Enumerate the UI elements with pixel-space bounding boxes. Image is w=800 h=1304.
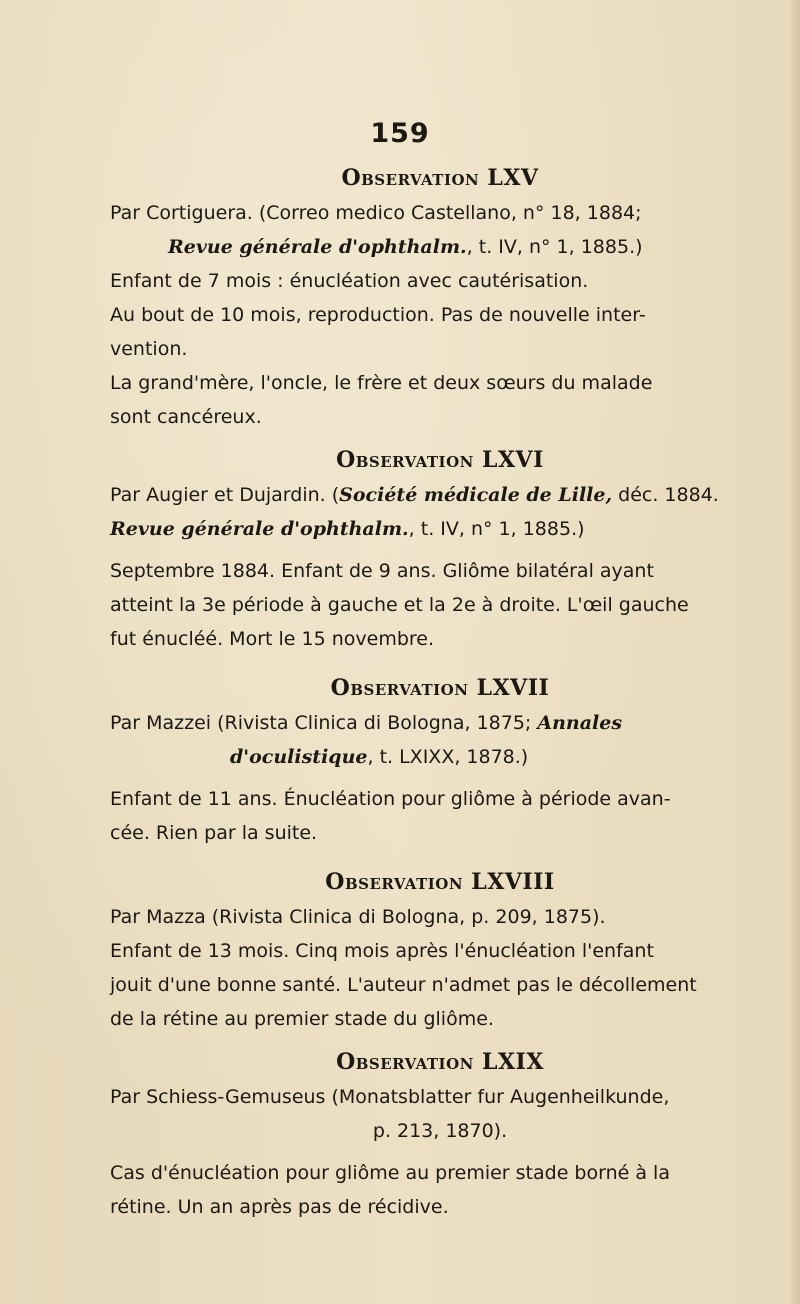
journal-title: d'oculistique bbox=[230, 746, 368, 768]
page-edge-shadow bbox=[788, 0, 800, 1304]
reference-line: Par Schiess-Gemuseus (Monatsblatter fur Augenheilkunde, bbox=[110, 1086, 670, 1108]
reference-line bbox=[110, 706, 770, 740]
reference-text: , t. IV, n° 1, 1885.) bbox=[466, 236, 643, 258]
reference-text: Par Mazzei (Rivista Clinica di Bologna, 1875; bbox=[110, 712, 538, 734]
reference-line bbox=[110, 512, 770, 546]
reference-line: Par Mazza (Rivista Clinica di Bologna, p. 209, 1875). bbox=[110, 906, 606, 928]
observation-title: Observation LXVIII bbox=[325, 869, 555, 895]
text-column bbox=[110, 160, 770, 1224]
paragraph-line: fut énucléé. Mort le 15 novembre. bbox=[110, 628, 435, 650]
reference-text: p. 213, 1870). bbox=[372, 1120, 508, 1142]
paragraph-line: Septembre 1884. Enfant de 9 ans. Gliôme bilatéral ayant bbox=[110, 560, 654, 582]
paragraph-line: jouit d'une bonne santé. L'auteur n'admet pas le décollement bbox=[110, 974, 697, 996]
observation-lxv bbox=[110, 160, 770, 434]
observation-lxix bbox=[110, 1044, 770, 1224]
observation-lxviii bbox=[110, 864, 770, 1036]
reference-line bbox=[110, 478, 770, 512]
paragraph-line: vention. bbox=[110, 338, 188, 360]
page-number: 159 bbox=[370, 118, 430, 149]
reference-line bbox=[110, 1114, 770, 1148]
reference-line bbox=[110, 230, 770, 264]
paragraph-line: cée. Rien par la suite. bbox=[110, 822, 318, 844]
observation-lxvii bbox=[110, 670, 770, 850]
reference-text: Par Cortiguera. (Correo medico Castellano, n° 18, 1884; bbox=[110, 202, 642, 224]
observation-title: Observation LXVI bbox=[336, 447, 544, 473]
paragraph-line: sont cancéreux. bbox=[110, 406, 262, 428]
reference-line bbox=[110, 740, 770, 774]
journal-title: Revue générale d'ophthalm. bbox=[110, 518, 409, 540]
paragraph-line: Enfant de 11 ans. Énucléation pour gliôme à période avan- bbox=[110, 788, 671, 810]
journal-title: Annales bbox=[537, 712, 623, 734]
journal-title: Revue générale d'ophthalm. bbox=[168, 236, 467, 258]
reference-text: , t. LXIXX, 1878.) bbox=[367, 746, 529, 768]
observation-lxvi bbox=[110, 442, 770, 656]
paragraph-line: de la rétine au premier stade du gliôme. bbox=[110, 1008, 494, 1030]
reference-text: Par Augier et Dujardin. ( bbox=[110, 484, 340, 506]
reference-text: déc. 1884. bbox=[612, 484, 719, 506]
paragraph-line: Enfant de 7 mois : énucléation avec cautérisation. bbox=[110, 270, 589, 292]
paragraph-line: La grand'mère, l'oncle, le frère et deux sœurs du malade bbox=[110, 372, 653, 394]
paragraph-line: atteint la 3e période à gauche et la 2e à droite. L'œil gauche bbox=[110, 594, 689, 616]
paragraph-line: Cas d'énucléation pour gliôme au premier stade borné à la bbox=[110, 1162, 670, 1184]
paragraph-line: Enfant de 13 mois. Cinq mois après l'énucléation l'enfant bbox=[110, 940, 654, 962]
reference-text: , t. IV, n° 1, 1885.) bbox=[408, 518, 585, 540]
paragraph-line: Au bout de 10 mois, reproduction. Pas de nouvelle inter- bbox=[110, 304, 646, 326]
observation-title: Observation LXIX bbox=[336, 1049, 544, 1075]
reference-line bbox=[110, 196, 770, 230]
observation-title: Observation LXVII bbox=[330, 675, 550, 701]
journal-title: Société médicale de Lille, bbox=[339, 484, 613, 506]
observation-title: Observation LXV bbox=[341, 165, 539, 191]
paragraph-line: rétine. Un an après pas de récidive. bbox=[110, 1196, 449, 1218]
